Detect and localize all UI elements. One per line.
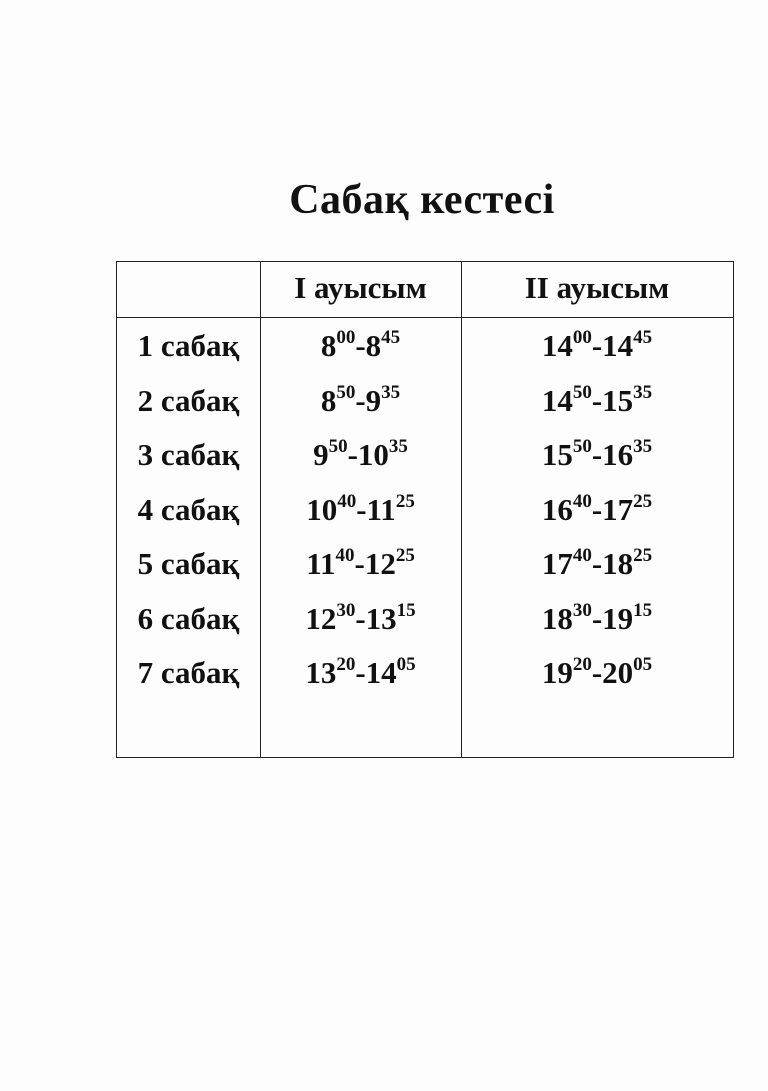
end-hour: 20 (602, 655, 634, 690)
time-separator: - (591, 328, 603, 363)
start-hour: 10 (306, 491, 338, 527)
time-separator: - (356, 491, 367, 527)
start-hour: 14 (541, 382, 573, 418)
second-shift-time (461, 381, 733, 421)
time-separator: - (355, 600, 366, 636)
start-minute: 50 (336, 381, 356, 403)
start-hour: 19 (541, 655, 573, 690)
second-shift-time (461, 435, 733, 475)
first-shift-time (260, 544, 461, 584)
end-minute: 25 (633, 545, 653, 566)
start-hour: 18 (541, 600, 573, 636)
second-shift-time (461, 599, 733, 639)
time-separator: - (591, 546, 603, 581)
end-hour: 13 (365, 600, 397, 636)
second-shift-time (461, 326, 733, 366)
start-hour: 8 (320, 382, 337, 418)
lesson-label: 7 сабақ (137, 655, 240, 690)
time-separator: - (355, 382, 366, 418)
lesson-label: 4 сабақ (137, 491, 240, 527)
end-hour: 8 (365, 328, 382, 363)
time-separator: - (347, 437, 358, 472)
schedule-table (116, 261, 734, 758)
end-hour: 16 (602, 437, 634, 472)
time-separator: - (355, 655, 366, 690)
end-hour: 10 (357, 437, 389, 472)
start-minute: 40 (335, 545, 355, 566)
end-minute: 15 (396, 599, 416, 621)
first-shift-time (260, 653, 461, 693)
end-hour: 12 (364, 546, 396, 581)
end-minute: 25 (395, 545, 415, 566)
start-hour: 16 (541, 491, 573, 527)
start-hour: 8 (320, 328, 337, 363)
table-row (117, 645, 733, 699)
start-minute: 00 (336, 327, 356, 348)
end-hour: 17 (602, 491, 634, 527)
start-hour: 15 (541, 437, 573, 472)
end-minute: 05 (633, 654, 653, 675)
start-minute: 30 (336, 599, 356, 621)
start-minute: 20 (572, 654, 592, 675)
start-minute: 50 (572, 381, 592, 403)
time-separator: - (591, 382, 603, 418)
end-hour: 14 (602, 328, 634, 363)
first-shift-time (260, 381, 461, 421)
end-minute: 15 (633, 599, 653, 621)
end-minute: 05 (396, 654, 416, 675)
first-shift-time (260, 435, 461, 475)
header-second-shift: II ауысым (524, 270, 670, 305)
end-minute: 35 (633, 436, 653, 457)
end-minute: 25 (633, 490, 653, 512)
start-minute: 30 (572, 599, 592, 621)
end-hour: 15 (602, 382, 634, 418)
start-minute: 40 (337, 490, 357, 512)
lesson-label: 5 сабақ (137, 546, 240, 581)
end-minute: 25 (395, 490, 415, 512)
table-row (117, 373, 733, 427)
first-shift-time (260, 326, 461, 366)
time-separator: - (354, 546, 365, 581)
header-first-shift: I ауысым (294, 270, 427, 305)
time-separator: - (591, 437, 603, 472)
end-minute: 35 (388, 436, 408, 457)
start-hour: 13 (305, 655, 337, 690)
start-hour: 17 (541, 546, 573, 581)
second-shift-time (461, 544, 733, 584)
end-minute: 45 (381, 327, 401, 348)
time-separator: - (591, 600, 603, 636)
start-minute: 20 (336, 654, 356, 675)
first-shift-time (260, 490, 461, 530)
start-minute: 50 (572, 436, 592, 457)
end-minute: 45 (633, 327, 653, 348)
table-row (117, 318, 733, 372)
lesson-label: 3 сабақ (137, 437, 240, 472)
page-title: Сабақ кестесі (289, 177, 555, 223)
first-shift-time (260, 599, 461, 639)
end-hour: 11 (366, 491, 396, 527)
table-row (117, 427, 733, 481)
start-hour: 9 (313, 437, 329, 472)
end-minute: 35 (381, 381, 401, 403)
end-minute: 35 (633, 381, 653, 403)
start-minute: 40 (572, 545, 592, 566)
end-hour: 19 (602, 600, 634, 636)
start-hour: 12 (305, 600, 337, 636)
start-minute: 00 (572, 327, 592, 348)
table-row (117, 482, 733, 536)
time-separator: - (355, 328, 366, 363)
start-minute: 50 (328, 436, 348, 457)
lesson-label: 6 сабақ (137, 600, 240, 636)
start-hour: 11 (306, 546, 336, 581)
end-hour: 9 (365, 382, 382, 418)
end-hour: 18 (602, 546, 634, 581)
start-hour: 14 (541, 328, 573, 363)
start-minute: 40 (572, 490, 592, 512)
time-separator: - (591, 655, 603, 690)
end-hour: 14 (365, 655, 397, 690)
table-row (117, 591, 733, 645)
second-shift-time (461, 653, 733, 693)
time-separator: - (591, 491, 603, 527)
lesson-label: 2 сабақ (137, 382, 240, 418)
table-row (117, 536, 733, 590)
lesson-label: 1 сабақ (137, 328, 240, 363)
second-shift-time (461, 490, 733, 530)
